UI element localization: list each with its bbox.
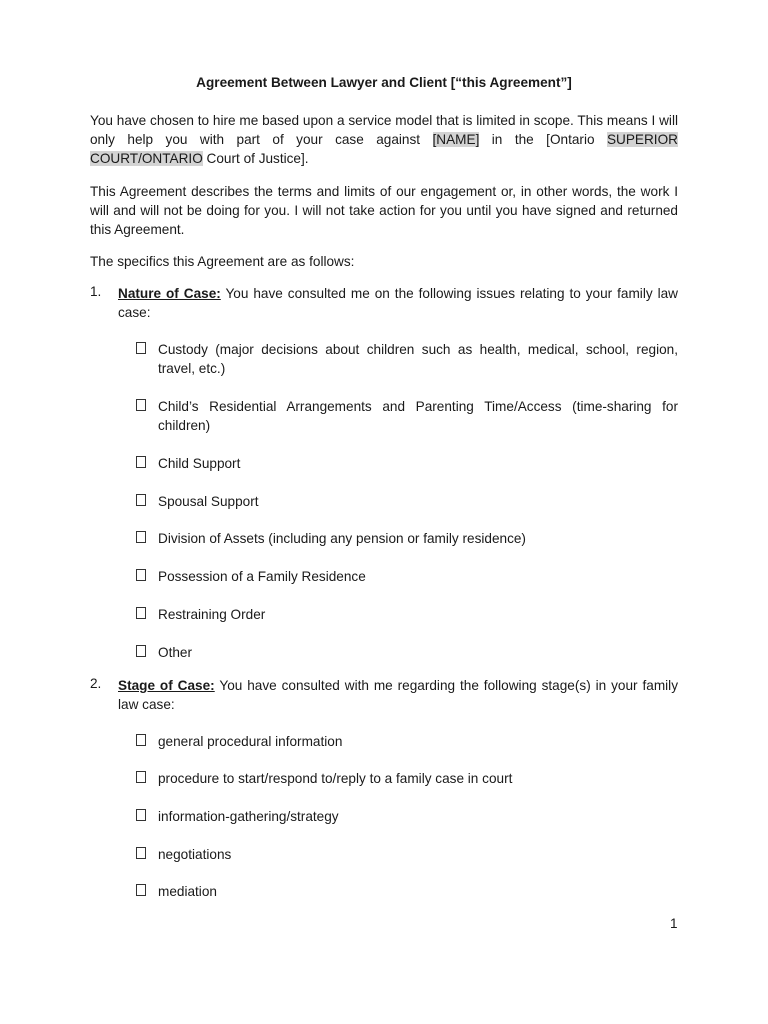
option-start-respond-reply: procedure to start/respond to/reply to a family case in court <box>158 771 513 786</box>
name-placeholder: [NAME] <box>432 132 480 147</box>
checkbox-procedural-information[interactable] <box>136 734 146 746</box>
option-custody: Custody (major decisions about children such as health, medical, school, region, travel, etc.) <box>158 342 678 376</box>
option-procedural-information: general procedural information <box>158 734 343 749</box>
section-2-text: You have consulted with me regarding the following stage(s) in your family law case: <box>118 678 678 712</box>
checkbox-information-gathering[interactable] <box>136 809 146 821</box>
checkbox-child-support[interactable] <box>136 456 146 468</box>
document-title: Agreement Between Lawyer and Client [“this Agreement”] <box>196 75 572 90</box>
section-2-body <box>118 676 678 714</box>
option-negotiations: negotiations <box>158 847 232 862</box>
section-1-text: You have consulted me on the following issues relating to your family law case: <box>118 286 678 320</box>
section-2-heading: Stage of Case: <box>118 678 215 693</box>
option-division-of-assets: Division of Assets (including any pension or family residence) <box>158 531 526 546</box>
checkbox-negotiations[interactable] <box>136 847 146 859</box>
court-placeholder: SUPERIOR COURT/ONTARIO <box>90 132 678 166</box>
checkbox-start-respond-reply[interactable] <box>136 771 146 783</box>
checkbox-spousal-support[interactable] <box>136 494 146 506</box>
option-restraining-order: Restraining Order <box>158 607 266 622</box>
section-2-number: 2. <box>90 676 102 691</box>
intro-text-2: in the [Ontario <box>479 132 607 147</box>
intro-paragraph-1 <box>90 111 678 168</box>
option-child-support: Child Support <box>158 456 241 471</box>
intro-text-3: Court of Justice]. <box>202 151 309 166</box>
intro-paragraph-2: This Agreement describes the terms and limits of our engagement or, in other words, the work I will and will not be doing for you. I will not take action for you until you have signed and returned this Agreement. <box>90 184 678 237</box>
intro-paragraph-3: The specifics this Agreement are as follows: <box>90 254 355 269</box>
page-number: 1 <box>670 916 678 931</box>
checkbox-other[interactable] <box>136 645 146 657</box>
section-1-body <box>118 284 678 322</box>
checkbox-custody[interactable] <box>136 342 146 354</box>
checkbox-division-of-assets[interactable] <box>136 531 146 543</box>
option-other: Other <box>158 645 192 660</box>
option-possession-residence: Possession of a Family Residence <box>158 569 366 584</box>
section-1-number: 1. <box>90 284 102 299</box>
option-information-gathering: information-gathering/strategy <box>158 809 339 824</box>
checkbox-residential-arrangements[interactable] <box>136 399 146 411</box>
checkbox-restraining-order[interactable] <box>136 607 146 619</box>
intro-text-1: You have chosen to hire me based upon a service model that is limited in scope. This means I will only help you with part of your case against <box>90 113 678 147</box>
option-mediation: mediation <box>158 884 217 899</box>
option-residential-arrangements: Child’s Residential Arrangements and Parenting Time/Access (time-sharing for children) <box>158 399 678 433</box>
option-spousal-support: Spousal Support <box>158 494 259 509</box>
checkbox-mediation[interactable] <box>136 884 146 896</box>
section-1-heading: Nature of Case: <box>118 286 221 301</box>
checkbox-possession-residence[interactable] <box>136 569 146 581</box>
